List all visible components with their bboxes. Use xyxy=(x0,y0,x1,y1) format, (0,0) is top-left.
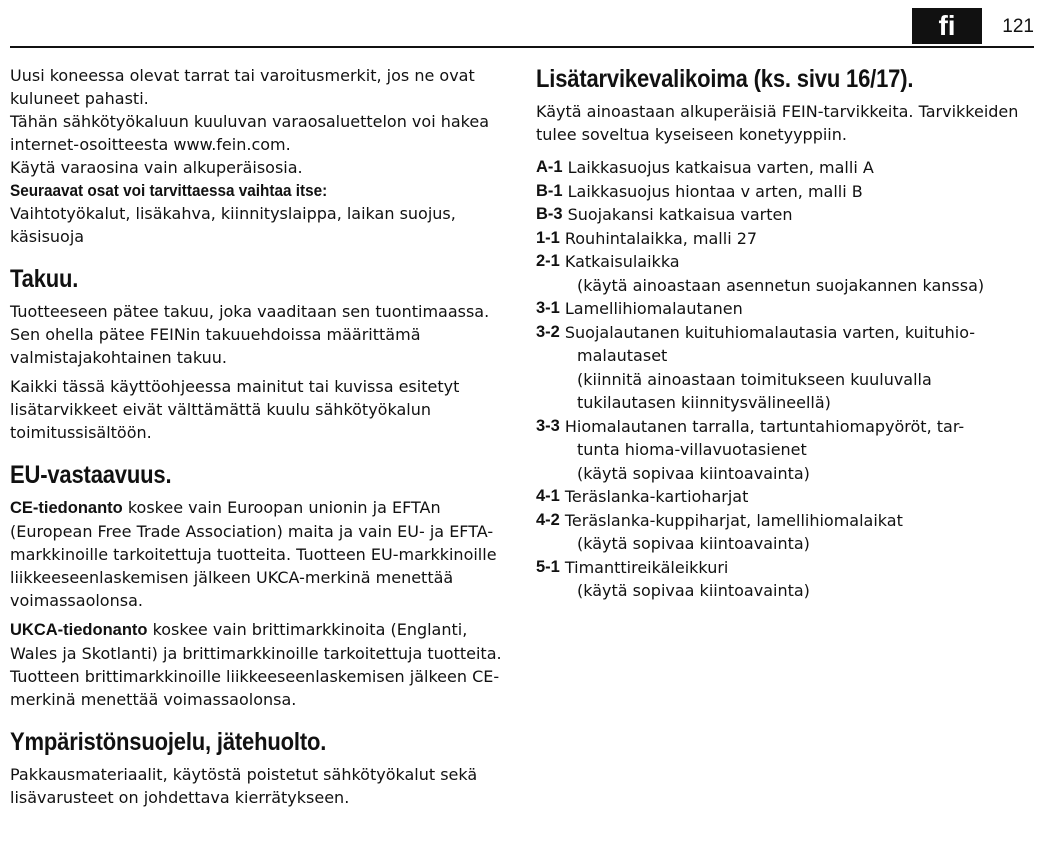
accessory-line xyxy=(536,250,1031,274)
accessory-note: (käytä sopivaa kiintoavainta) xyxy=(577,534,810,553)
accessory-line xyxy=(536,509,1031,533)
right-column xyxy=(536,64,1031,603)
language-badge: fi xyxy=(912,8,982,44)
accessory-line xyxy=(536,156,1031,180)
accessory-item xyxy=(536,156,1031,180)
accessory-description-continued: tunta hioma-villavuotasienet xyxy=(577,440,807,459)
accessory-code: 2-1 xyxy=(536,252,560,270)
accessory-description: Katkaisulaikka xyxy=(564,252,680,271)
accessory-item xyxy=(536,297,1031,321)
accessories-heading: Lisätarvikevalikoima (ks. sivu 16/17). xyxy=(536,65,914,93)
ce-text: koskee vain Euroopan unionin ja EFTAn (European Free Trade Association) maita ja vain EU- ja EFTA-markkinoille tarkoitettuja tuotteita. Tuotteen EU-markkinoille liikkeeseenlaskemisen jälkeen UKCA-merkinä menettää voimassaolonsa. xyxy=(10,498,497,610)
accessory-description: Laikkasuojus katkaisua varten, malli A xyxy=(567,158,874,177)
accessory-code: B-3 xyxy=(536,205,563,223)
environment-text: Pakkausmateriaalit, käytöstä poistetut sähkötyökalut sekä lisävarusteet on johdettava kierrätykseen. xyxy=(10,765,478,807)
intro-paragraph-1: Uusi koneessa olevat tarrat tai varoitusmerkit, jos ne ovat kuluneet pahasti. xyxy=(10,66,475,108)
accessory-description: Rouhintalaikka, malli 27 xyxy=(564,228,758,248)
accessory-code: 3-1 xyxy=(536,299,560,317)
accessory-line xyxy=(536,180,1031,204)
ukca-label: UKCA-tiedonanto xyxy=(10,621,148,639)
accessories-list xyxy=(536,156,1031,603)
warranty-paragraph-1: Tuotteeseen pätee takuu, joka vaaditaan sen tuontimaassa. Sen ohella pätee FEINin takuuehdoissa määrittämä valmistajakohtainen takuu. xyxy=(10,302,490,367)
accessory-line xyxy=(536,203,1031,227)
accessory-item xyxy=(536,415,1031,486)
accessory-description-continued: malautaset xyxy=(577,346,668,365)
accessory-description: Lamellihiomalautanen xyxy=(564,299,743,318)
accessory-code: 1-1 xyxy=(536,228,560,247)
replaceable-parts-text: Vaihtotyökalut, lisäkahva, kiinnityslaippa, laikan suojus, käsisuoja xyxy=(10,204,456,246)
replaceable-parts-heading: Seuraavat osat voi tarvittaessa vaihtaa itse: xyxy=(10,181,328,200)
accessory-code: 4-1 xyxy=(536,487,560,505)
accessory-description: Teräslanka-kuppiharjat, lamellihiomalaikat xyxy=(564,510,903,530)
accessory-code: 3-3 xyxy=(536,416,560,435)
eu-conformity-heading: EU-vastaavuus. xyxy=(10,461,172,489)
intro-paragraph-3: Käytä varaosina vain alkuperäisosia. xyxy=(10,158,303,177)
accessory-item xyxy=(536,556,1031,603)
accessory-line xyxy=(536,227,1031,251)
accessory-item xyxy=(536,485,1031,509)
accessory-item xyxy=(536,509,1031,556)
accessory-code: 3-2 xyxy=(536,322,560,341)
ukca-paragraph xyxy=(10,618,505,711)
accessory-description: Suojalautanen kuituhiomalautasia varten, kuituhio- xyxy=(564,322,976,342)
accessory-note: (käytä sopivaa kiintoavainta) xyxy=(577,581,810,600)
page-header xyxy=(10,8,1034,48)
accessory-description: Timanttireikäleikkuri xyxy=(564,557,729,577)
ce-paragraph xyxy=(10,496,505,612)
ce-label: CE-tiedonanto xyxy=(10,499,123,517)
environment-heading: Ympäristönsuojelu, jätehuolto. xyxy=(10,728,327,756)
accessory-line xyxy=(536,556,1031,580)
accessory-description: Teräslanka-kartioharjat xyxy=(564,487,749,506)
warranty-paragraph-2: Kaikki tässä käyttöohjeessa mainitut tai kuvissa esitetyt lisätarvikkeet eivät välttämättä kuulu sähkötyökalun toimitussisältöön. xyxy=(10,377,460,442)
accessory-description: Suojakansi katkaisua varten xyxy=(567,205,793,224)
left-column xyxy=(10,64,505,809)
accessory-line xyxy=(536,321,1031,345)
accessory-item xyxy=(536,227,1031,251)
accessory-code: 4-2 xyxy=(536,510,560,529)
accessory-item xyxy=(536,321,1031,415)
accessory-note: (käytä sopivaa kiintoavainta) xyxy=(577,463,810,483)
intro-paragraph-2: Tähän sähkötyökaluun kuuluvan varaosaluettelon voi hakea internet-osoitteesta www.fein.com. xyxy=(10,112,490,154)
accessory-code: A-1 xyxy=(536,158,563,176)
accessory-code: 5-1 xyxy=(536,557,560,576)
page-number: 121 xyxy=(1002,16,1034,37)
accessories-intro: Käytä ainoastaan alkuperäisiä FEIN-tarvikkeita. Tarvikkeiden tulee soveltua kyseiseen konetyyppiin. xyxy=(536,102,1019,144)
accessory-line xyxy=(536,297,1031,321)
accessory-description: Hiomalautanen tarralla, tartuntahiomapyöröt, tar- xyxy=(564,416,965,436)
accessory-item xyxy=(536,250,1031,297)
accessory-note: (kiinnitä ainoastaan toimitukseen kuuluvalla tukilautasen kiinnitysvälineellä) xyxy=(577,369,932,412)
accessory-item xyxy=(536,203,1031,227)
accessory-item xyxy=(536,180,1031,204)
warranty-heading: Takuu. xyxy=(10,265,79,293)
accessory-line xyxy=(536,485,1031,509)
accessory-code: B-1 xyxy=(536,181,563,200)
ukca-text: koskee vain brittimarkkinoita (Englanti, Wales ja Skotlanti) ja brittimarkkinoille tarkoitettuja tuotteita. Tuotteen brittimarkkinoille liikkeeseenlaskemisen jälkeen CE-merkinä menettää voimassaolonsa. xyxy=(10,620,502,709)
accessory-note: (käytä ainoastaan asennetun suojakannen kanssa) xyxy=(577,275,985,295)
accessory-description: Laikkasuojus hiontaa v arten, malli B xyxy=(567,181,863,201)
accessory-line xyxy=(536,415,1031,439)
